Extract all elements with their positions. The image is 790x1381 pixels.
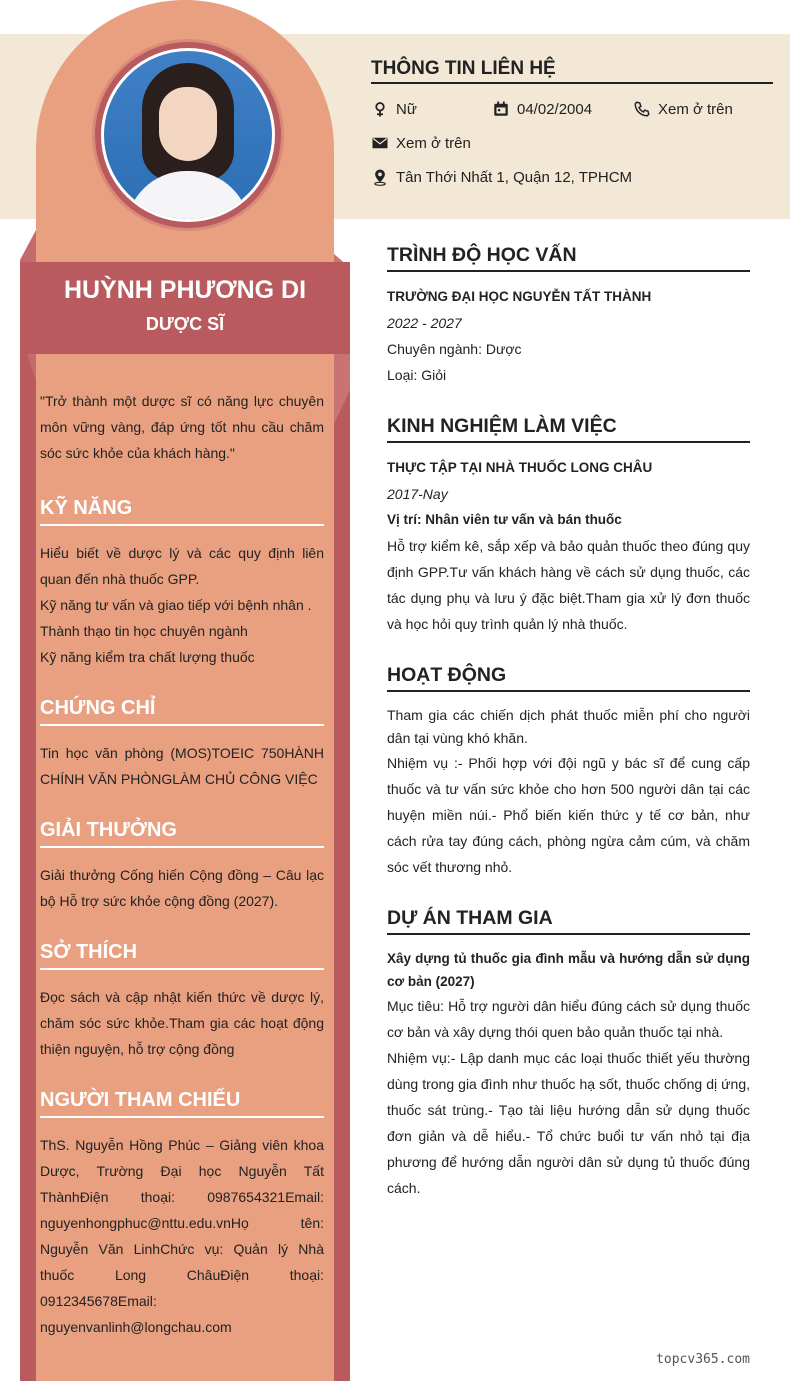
awards-heading: GIẢI THƯỞNG (40, 816, 324, 848)
experience-heading: KINH NGHIỆM LÀM VIỆC (387, 412, 750, 443)
skill-item: Thành thạo tin học chuyên ngành (40, 623, 248, 639)
address-value: Tân Thới Nhất 1, Quận 12, TPHCM (396, 168, 633, 186)
skills-heading: KỸ NĂNG (40, 494, 324, 526)
phone-value[interactable]: Xem ở trên (658, 100, 733, 118)
references-section (40, 1086, 324, 1340)
experience-position: Vị trí: Nhân viên tư vấn và bán thuốc (387, 512, 622, 527)
experience-section (387, 412, 750, 637)
contact-address (371, 168, 632, 186)
avatar (101, 48, 275, 222)
hobbies-text: Đọc sách và cập nhật kiến thức về dược lý, chăm sóc sức khỏe.Tham gia các hoạt động thiện nguyện, hỗ trợ cộng đồng (40, 989, 324, 1057)
activity-text: Tham gia các chiến dịch phát thuốc miễn phí cho người dân tại vùng khó khăn. (387, 707, 750, 746)
projects-section (387, 904, 750, 1201)
email-value[interactable]: Xem ở trên (396, 134, 471, 152)
project-tasks: Nhiệm vụ:- Lập danh mục các loại thuốc thiết yếu thường dùng trong gia đình như thuốc hạ sốt, thuốc chống dị ứng, thuốc sát trùng.- Tạo tài liệu hướng dẫn sử dụng thuốc đơn giản và dễ hiểu.- Tổ chức buổi tư vấn nhỏ tại địa phương để hướng dẫn người dân sử dụng tủ thuốc đúng cách. (387, 1050, 750, 1196)
certificates-heading: CHỨNG CHỈ (40, 694, 324, 726)
hobbies-heading: SỞ THÍCH (40, 938, 324, 970)
career-objective: "Trở thành một dược sĩ có năng lực chuyên môn vững vàng, đáp ứng tốt nhu cầu chăm sóc sức khỏe của khách hàng." (40, 393, 324, 461)
birthday-value: 04/02/2004 (517, 100, 593, 118)
references-text: ThS. Nguyễn Hồng Phúc – Giảng viên khoa Dược, Trường Đại học Nguyễn Tất ThànhĐiện thoại: 0987654321Email: nguyenhongphuc@nttu.edu.vnHọ tên: Nguyễn Văn LinhChức vụ: Quản lý Nhà thuốc Long ChâuĐiện thoại: 0912345678Email: nguyenvanlinh@longchau.com (40, 1137, 324, 1335)
experience-company: THỰC TẬP TẠI NHÀ THUỐC LONG CHÂU (387, 460, 653, 475)
avatar-frame (95, 42, 281, 228)
skill-item: Hiểu biết về dược lý và các quy định liên quan đến nhà thuốc GPP. (40, 545, 324, 587)
skills-section (40, 494, 324, 670)
contact-gender (371, 100, 417, 118)
activity-text: Nhiệm vụ :- Phối hợp với đội ngũ y bác sĩ để cung cấp thuốc và tư vấn sức khỏe cho hơn 500 người dân tại các huyện miền núi.- Phổ biến kiến thức y tế cơ bản, như cách rửa tay đúng cách, phòng ngừa cảm cúm, và chăm sóc vết thương nhỏ. (387, 755, 750, 875)
contact-heading: THÔNG TIN LIÊN HỆ (371, 58, 773, 84)
email-icon (371, 134, 389, 152)
project-goal: Mục tiêu: Hỗ trợ người dân hiểu đúng cách sử dụng thuốc cơ bản và xây dựng thói quen bảo quản thuốc tại nhà. (387, 998, 750, 1040)
awards-text: Giải thưởng Cống hiến Cộng đồng – Câu lạc bộ Hỗ trợ sức khỏe cộng đồng (2027). (40, 867, 324, 909)
calendar-icon (492, 100, 510, 118)
education-grade: Loại: Giỏi (387, 367, 447, 383)
skill-item: Kỹ năng kiểm tra chất lượng thuốc (40, 649, 255, 665)
activities-heading: HOẠT ĐỘNG (387, 661, 750, 692)
gender-icon (371, 100, 389, 118)
skill-item: Kỹ năng tư vấn và giao tiếp với bệnh nhân . (40, 597, 312, 613)
education-major: Chuyên ngành: Dược (387, 341, 522, 357)
awards-section (40, 816, 324, 914)
profile-title: DƯỢC SĨ (145, 314, 225, 334)
experience-description: Hỗ trợ kiểm kê, sắp xếp và bảo quản thuốc theo đúng quy định GPP.Tư vấn khách hàng về cách sử dụng thuốc, các tác dụng phụ và lưu ý đặc biệt.Tham gia xử lý đơn thuốc và học hỏi quy trình quản lý nhà thuốc. (387, 538, 750, 632)
project-name: Xây dựng tủ thuốc gia đình mẫu và hướng dẫn sử dụng cơ bản (2027) (387, 951, 750, 989)
contact-phone (633, 100, 733, 118)
location-pin-icon (371, 168, 389, 186)
school-name: TRƯỜNG ĐẠI HỌC NGUYỄN TẤT THÀNH (387, 289, 652, 304)
hobbies-section (40, 938, 324, 1062)
footer-watermark: topcv365.com (656, 1352, 750, 1367)
experience-period: 2017-Nay (387, 486, 448, 502)
right-content (387, 241, 750, 1225)
certificates-text: Tin học văn phòng (MOS)TOEIC 750HÀNH CHÍNH VĂN PHÒNGLÀM CHỦ CÔNG VIỆC (40, 745, 324, 787)
phone-icon (633, 100, 651, 118)
projects-heading: DỰ ÁN THAM GIA (387, 904, 750, 935)
profile-name: HUỲNH PHƯƠNG DI (63, 276, 307, 304)
education-heading: TRÌNH ĐỘ HỌC VẤN (387, 241, 750, 272)
contact-birthday (492, 100, 592, 118)
education-section (387, 241, 750, 388)
gender-value: Nữ (396, 100, 417, 118)
certificates-section (40, 694, 324, 792)
activities-section (387, 661, 750, 880)
left-content (40, 388, 324, 1364)
references-heading: NGƯỜI THAM CHIẾU (40, 1086, 324, 1118)
education-period: 2022 - 2027 (387, 315, 462, 331)
contact-email (371, 134, 471, 152)
